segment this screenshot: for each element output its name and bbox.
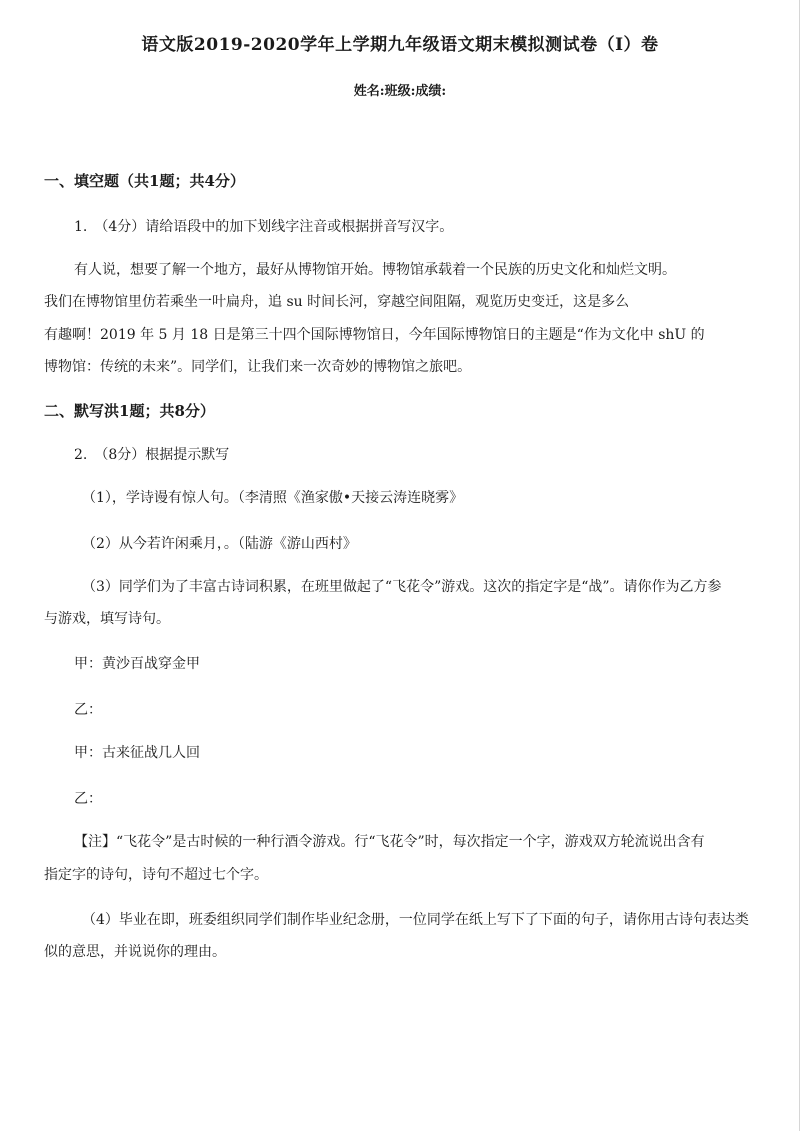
note-line-2: 指定字的诗句，诗句不超过七个字。 [44, 867, 268, 883]
item-3-line-2: 与游戏，填写诗句。 [44, 611, 170, 627]
dialogue-line-1: 甲：黄沙百战穿金甲 [74, 656, 200, 672]
passage-line-4: 博物馆：传统的未来”。同学们，让我们来一次奇妙的博物馆之旅吧。 [44, 359, 472, 375]
dialogue-line-2: 乙： [74, 702, 102, 718]
note-line-1: 【注】“飞花令”是古时候的一种行酒令游戏。行“飞花令”时，每次指定一个字，游戏双方轮流说出含有 [74, 834, 705, 850]
passage-line-3: 有趣啊！2019 年 5 月 18 日是第三十四个国际博物馆日，今年国际博物馆日的主题是“作为文化中 shU 的 [44, 327, 705, 343]
passage-line-1: 有人说，想要了解一个地方，最好从博物馆开始。博物馆承载着一个民族的历史文化和灿烂文明。 [74, 262, 676, 278]
passage-line-2: 我们在博物馆里仿若乘坐一叶扁舟，追 su 时间长河，穿越空间阻隔，观览历史变迁，这是多么 [44, 294, 630, 310]
question-2-prompt: 2. （8分）根据提示默写 [74, 447, 230, 463]
section-2-heading: 二、默写洪1题；共8分） [44, 402, 215, 420]
item-2-line: （2）从今若许闲乘月，。（陆游《游山西村》 [82, 536, 357, 552]
item-3-line-1: （3）同学们为了丰富古诗词积累，在班里做起了“飞花令”游戏。这次的指定字是“战”。请你作为乙方参 [82, 579, 722, 595]
page-title: 语文版2019-2020学年上学期九年级语文期末模拟测试卷（I）卷 [141, 35, 659, 55]
dialogue-line-4: 乙： [74, 791, 102, 807]
item-1-line: （1），学诗谩有惊人句。（李清照《渔家傲•天接云涛连晓雾》 [82, 490, 464, 506]
dialogue-line-3: 甲：古来征战几人回 [74, 745, 200, 761]
section-1-heading: 一、填空题（共1题；共4分） [44, 172, 245, 190]
item-4-line-1: （4）毕业在即，班委组织同学们制作毕业纪念册，一位同学在纸上写下了下面的句子，请你用古诗句表达类 [82, 912, 749, 928]
item-4-line-2: 似的意思，并说说你的理由。 [44, 944, 226, 960]
student-info-line: 姓名:班级:成绩: [353, 84, 447, 99]
question-1-prompt: 1. （4分）请给语段中的加下划线字注音或根据拼音写汉字。 [74, 219, 454, 235]
